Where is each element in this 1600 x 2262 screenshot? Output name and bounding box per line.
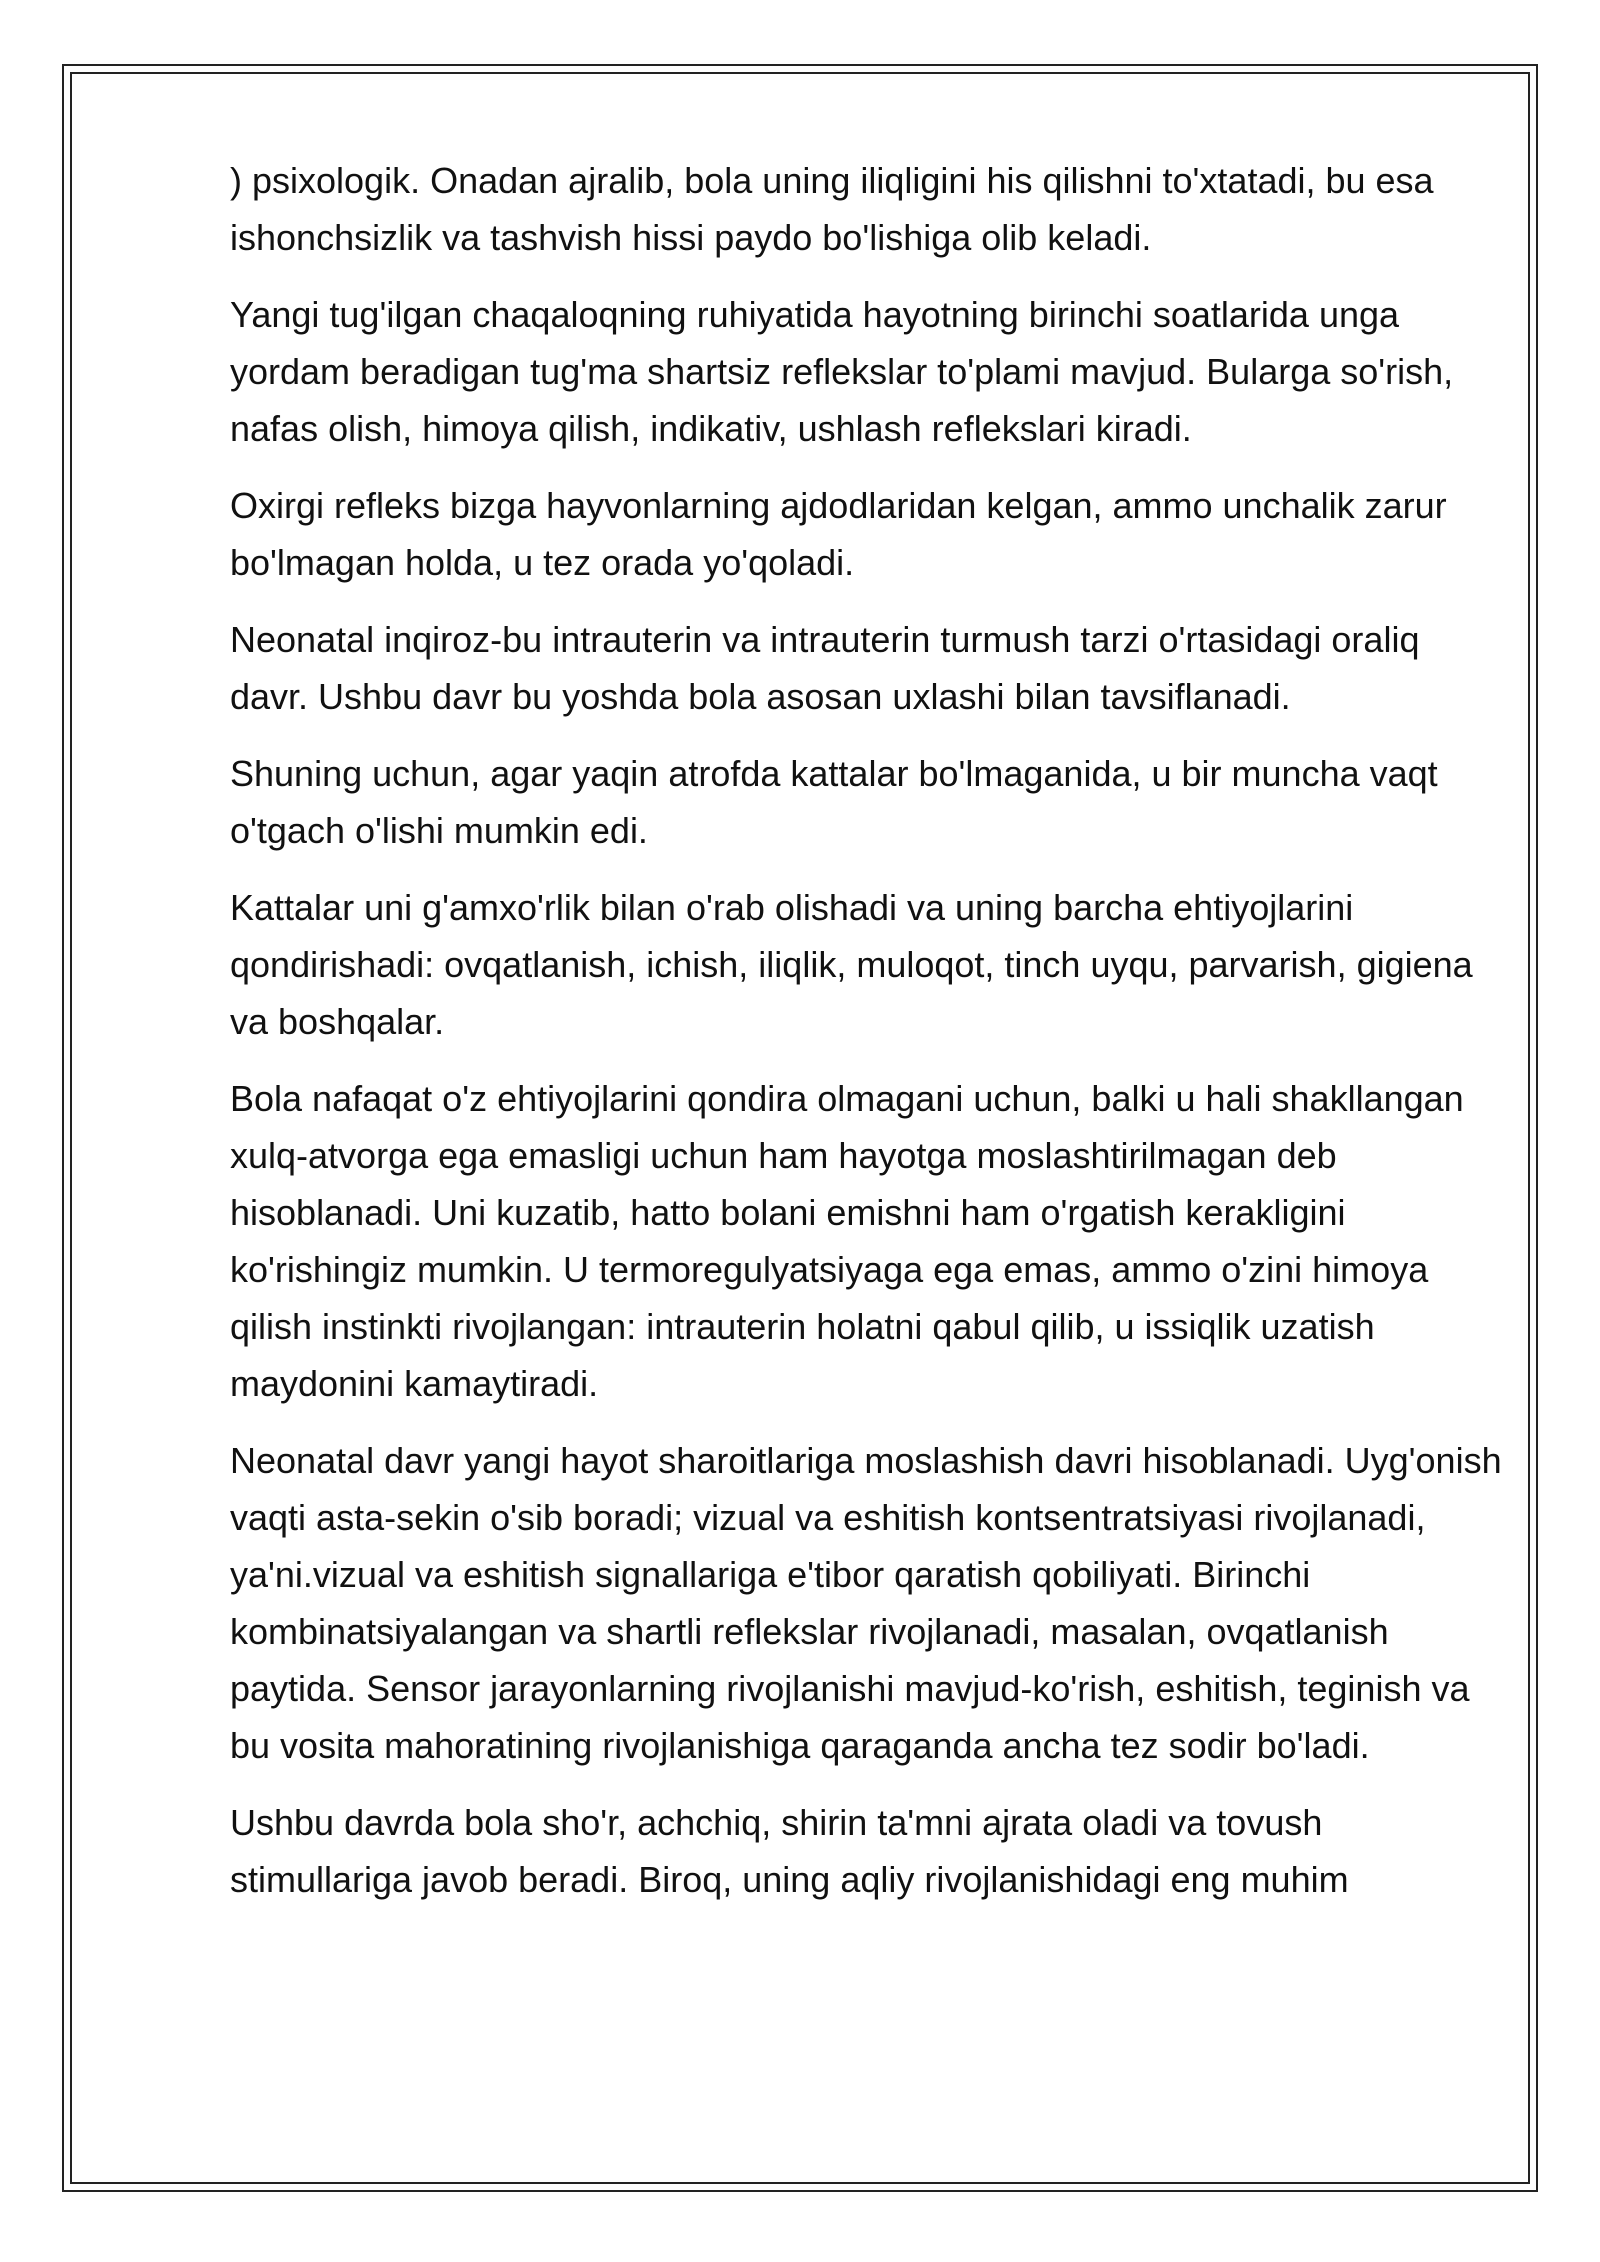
paragraph-2: Yangi tug'ilgan chaqaloqning ruhiyatida hayotning birinchi soatlarida unga yordam beradigan tug'ma shartsiz reflekslar to'plami mavjud. Bularga so'rish, nafas olish, himoya qilish, indikativ, ushlash reflekslari kiradi. (230, 294, 1454, 449)
paragraph-3: Oxirgi refleks bizga hayvonlarning ajdodlaridan kelgan, ammo unchalik zarur bo'lmagan holda, u tez orada yo'qoladi. (230, 485, 1447, 583)
paragraph-6: Kattalar uni g'amxo'rlik bilan o'rab olishadi va uning barcha ehtiyojlarini qondirishadi: ovqatlanish, ichish, iliqlik, muloqot, tinch uyqu, parvarish, gigiena va boshqalar. (230, 887, 1473, 1042)
paragraph-9: Ushbu davrda bola sho'r, achchiq, shirin ta'mni ajrata oladi va tovush stimullariga javob beradi. Biroq, uning aqliy rivojlanishidagi eng muhim (230, 1802, 1349, 1900)
paragraph-5: Shuning uchun, agar yaqin atrofda kattalar bo'lmaganida, u bir muncha vaqt o'tgach o'lishi mumkin edi. (230, 753, 1438, 851)
document-body (230, 152, 1505, 1928)
paragraph-4: Neonatal inqiroz-bu intrauterin va intrauterin turmush tarzi o'rtasidagi oraliq davr. Ushbu davr bu yoshda bola asosan uxlashi bilan tavsiflanadi. (230, 619, 1420, 717)
paragraph-7: Bola nafaqat o'z ehtiyojlarini qondira olmagani uchun, balki u hali shakllangan xulq-atvorga ega emasligi uchun ham hayotga moslashtirilmagan deb hisoblanadi. Uni kuzatib, hatto bolani emishni ham o'rgatish kerakligini ko'rishingiz mumkin. U termoregulyatsiyaga ega emas, ammo o'zini himoya qilish instinkti rivojlangan: intrauterin holatni qabul qilib, u issiqlik uzatish maydonini kamaytiradi. (230, 1078, 1464, 1404)
paragraph-1: ) psixologik. Onadan ajralib, bola uning iliqligini his qilishni to'xtatadi, bu esa ishonchsizlik va tashvish hissi paydo bo'lishiga olib keladi. (230, 160, 1434, 258)
paragraph-8: Neonatal davr yangi hayot sharoitlariga moslashish davri hisoblanadi. Uyg'onish vaqti asta-sekin o'sib boradi; vizual va eshitish kontsentratsiyasi rivojlanadi, ya'ni.vizual va eshitish signallariga e'tibor qaratish qobiliyati. Birinchi kombinatsiyalangan va shartli reflekslar rivojlanadi, masalan, ovqatlanish paytida. Sensor jarayonlarning rivojlanishi mavjud-ko'rish, eshitish, teginish va bu vosita mahoratining rivojlanishiga qaraganda ancha tez sodir bo'ladi. (230, 1440, 1502, 1766)
